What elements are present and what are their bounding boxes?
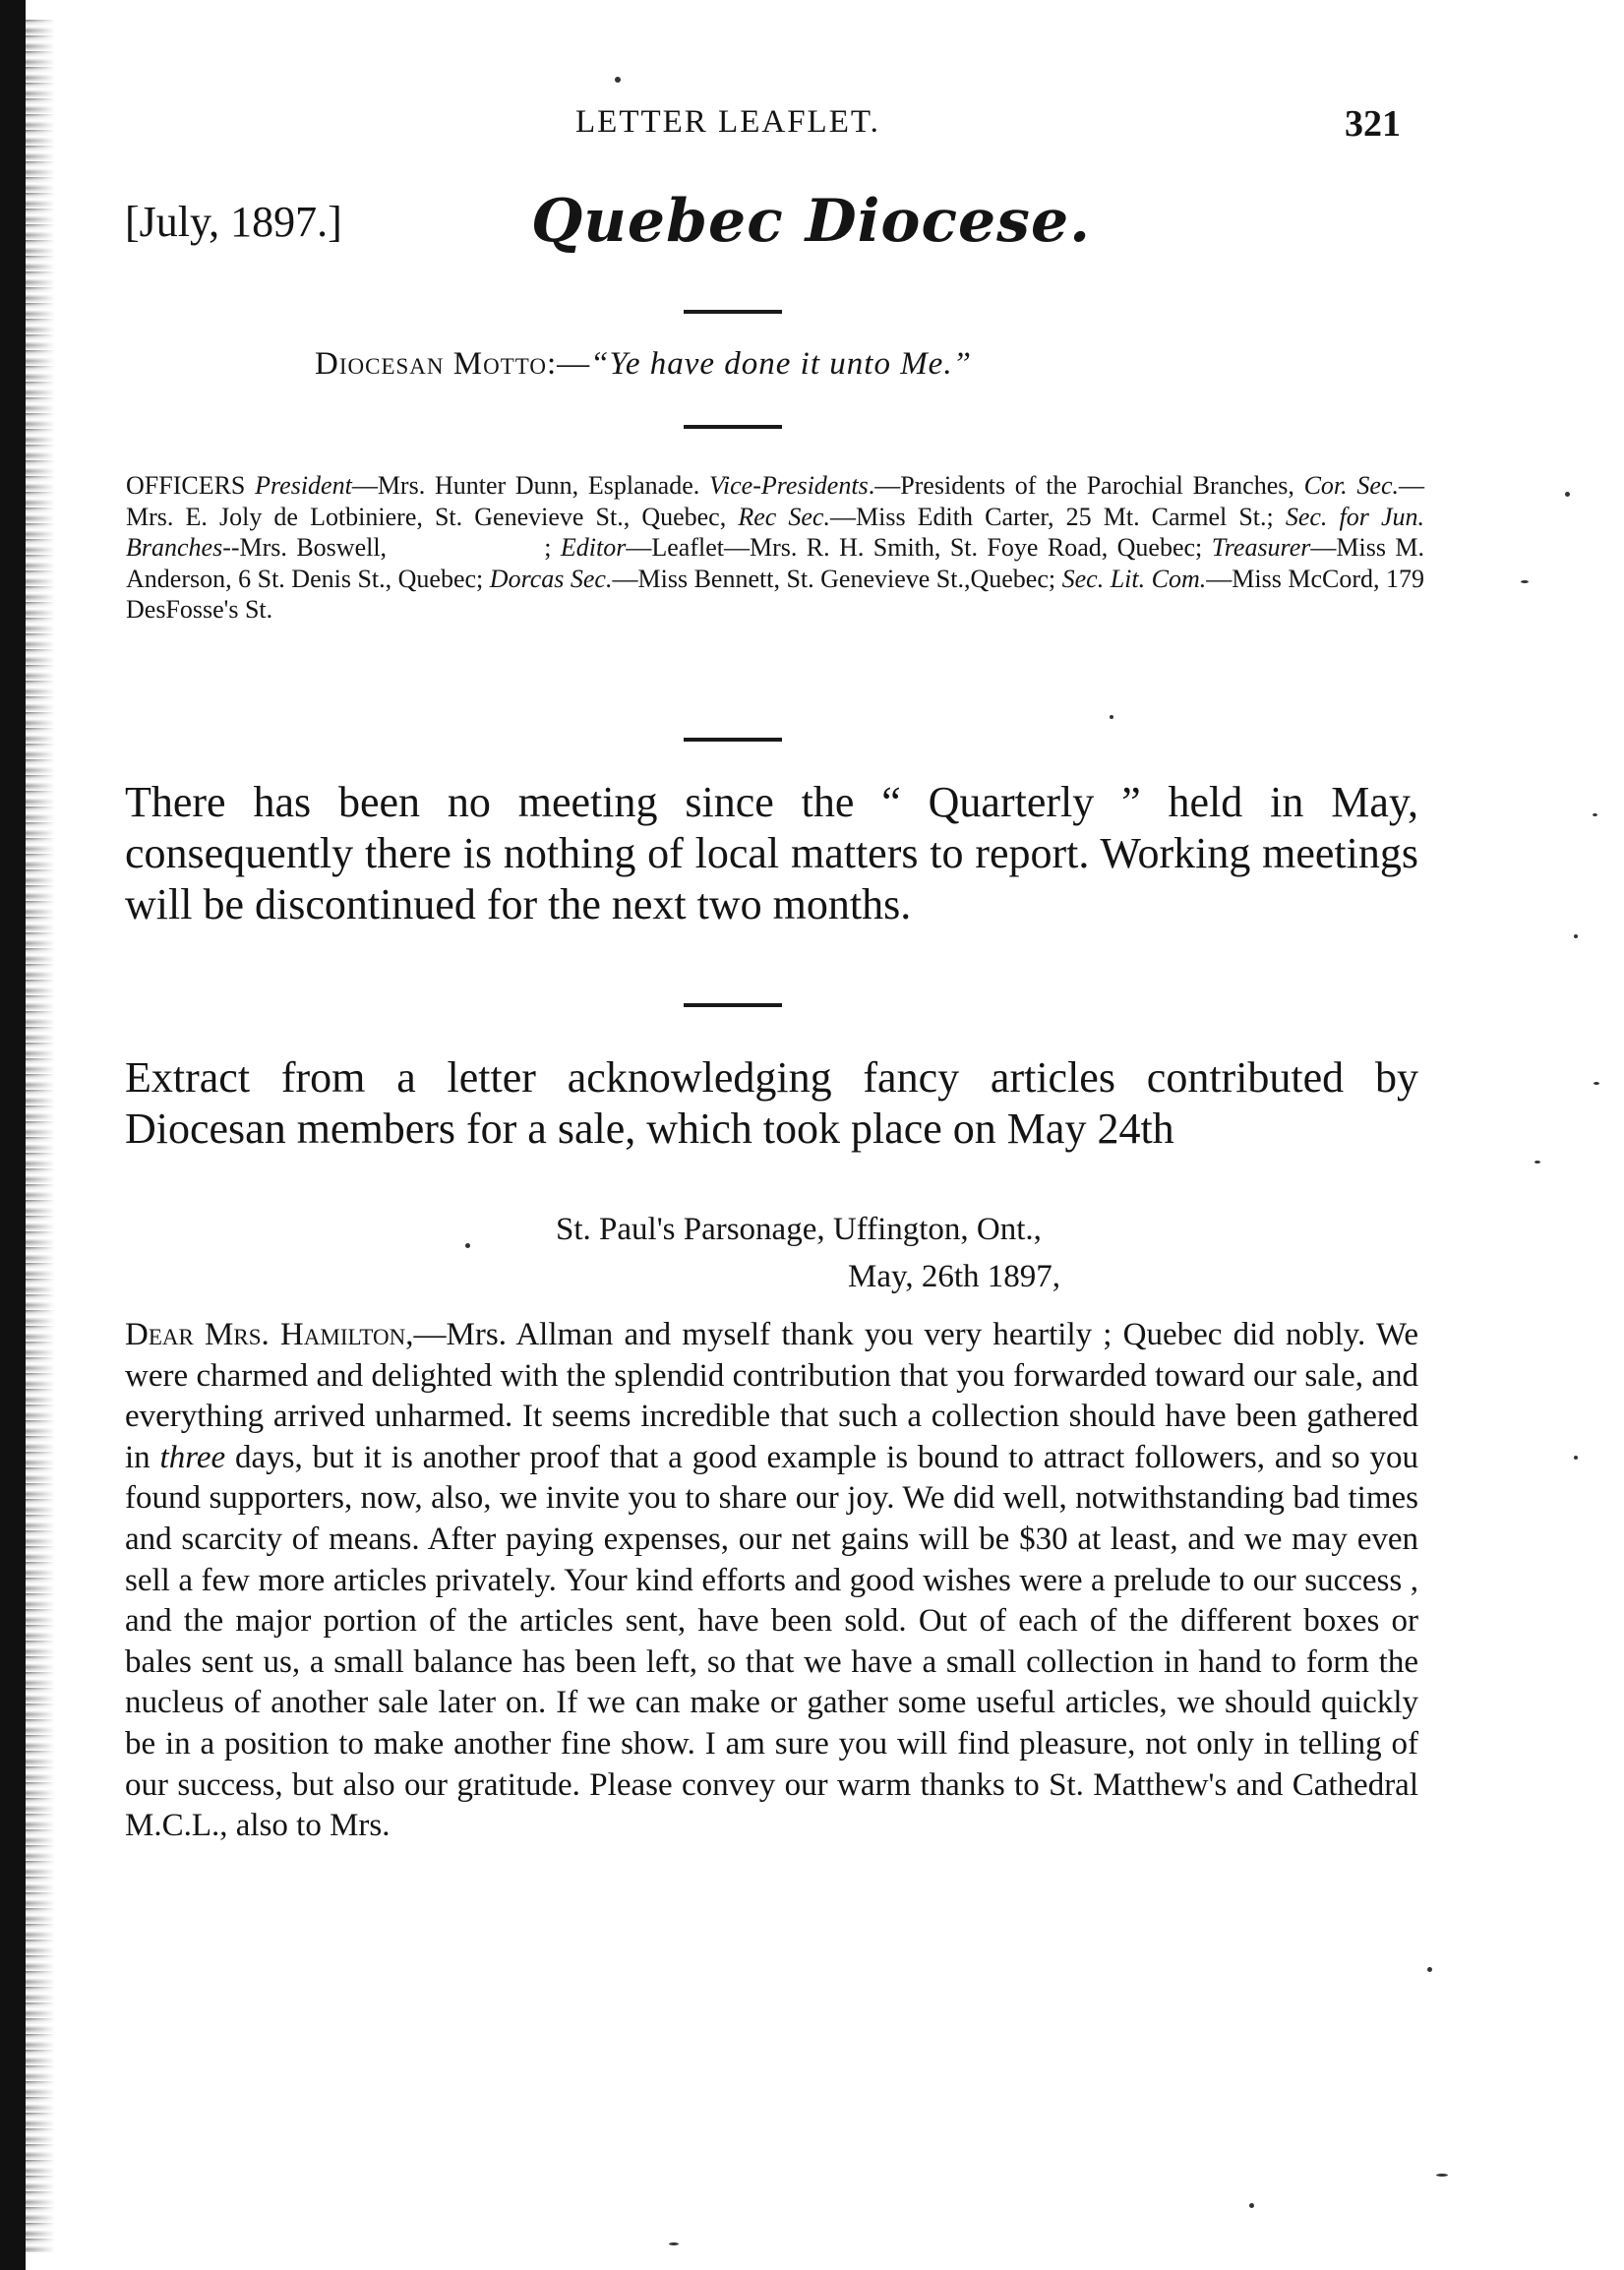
page-title: Quebec Diocese. (531, 187, 1092, 256)
rec-sec-label: Rec Sec. (738, 502, 830, 531)
jun-sec-label: Sec. for Jun. Branches (126, 502, 1425, 562)
scan-speck (1436, 2174, 1448, 2177)
lit-com-value: —Miss McCord, 179 DesFosse's St. (126, 564, 1424, 624)
scan-speck (1521, 580, 1529, 583)
extract-intro-paragraph: Extract from a letter acknowledging fancy articles contributed by Diocesan members for a sale, which took place on May 24th (125, 1053, 1418, 1153)
scan-speck (669, 2242, 679, 2245)
divider-rule (684, 738, 782, 742)
scan-speck (1574, 1456, 1578, 1460)
jun-sec-value: --Mrs. Boswell, (222, 533, 388, 562)
letter-body-emphasis: three (159, 1439, 226, 1475)
letter-salutation: Dear Mrs. Hamilton, (125, 1317, 414, 1352)
scan-speck (615, 77, 621, 83)
vice-president-value: .—Presidents of the Parochial Branches, (868, 471, 1294, 500)
scan-binding-shadow (0, 0, 26, 2270)
motto-quote: “Ye have done it unto Me.” (590, 346, 972, 382)
diocesan-motto (315, 346, 972, 383)
motto-separator: :— (547, 346, 591, 382)
officers-heading: OFFICERS (126, 471, 246, 500)
scan-speck (1534, 1161, 1540, 1164)
no-meeting-paragraph: There has been no meeting since the “ Quarterly ” held in May, consequently there is nothing of local matters to report. Working meetings will be discontinued for the next two months. (125, 778, 1418, 928)
scan-speck (465, 1243, 470, 1248)
rec-sec-value: —Miss Edith Carter, 25 Mt. Carmel St.; (829, 502, 1274, 531)
cor-sec-value: —Mrs. E. Joly de Lotbiniere, St. Genevieve St., Quebec, (126, 471, 1424, 531)
running-head: LETTER LEAFLET. (575, 104, 880, 140)
cor-sec-label: Cor. Sec. (1303, 471, 1399, 500)
letter-date: May, 26th 1897, (848, 1259, 1061, 1294)
scan-speck (1110, 715, 1113, 719)
editor-value: —Leaflet—Mrs. R. H. Smith, St. Foye Road, Quebec; (626, 533, 1203, 562)
letter-body-text-2: days, but it is another proof that a good example is bound to attract followers, and so you found supporters, now, also, we invite you to share our joy. We did well, notwithstanding bad times and scarcity of means. After paying expenses, our net gains will be $30 at least, and we may even sell a few more articles privately. Your kind efforts and good wishes were a prelude to our success , and the major portion of the articles sent, have been sold. Out of each of the different boxes or bales sent us, a small balance has been left, so that we have a small collection in hand to form the nucleus of another sale later on. If we can make or gather some useful articles, we should quickly be in a position to make another fine show. I am sure you will find pleasure, not only in telling of our success, but also our gratitude. Please convey our warm thanks to St. Matthew's and Cathedral M.C.L., also to Mrs. (125, 1439, 1419, 1844)
treasurer-label: Treasurer (1211, 533, 1311, 562)
letter-body (125, 1315, 1418, 1847)
motto-label: Diocesan Motto (315, 346, 547, 382)
dorcas-sec-value: —Miss Bennett, St. Genevieve St.,Quebec; (612, 564, 1056, 593)
president-value: —Mrs. Hunter Dunn, Esplanade. (351, 471, 700, 500)
divider-rule (684, 310, 782, 314)
issue-date: [July, 1897.] (125, 198, 342, 246)
letter-body-text-1: —Mrs. Allman and myself thank you very heartily ; Quebec did nobly. We were charmed and delighted with the splendid contribution that you forwarded toward our sale, and everything arrived unharmed. It seems incredible that such a collection should have been gathered in (125, 1317, 1418, 1475)
scan-speck (1249, 2203, 1254, 2208)
letter-address: St. Paul's Parsonage, Uffington, Ont., (556, 1212, 1042, 1247)
lit-com-label: Sec. Lit. Com. (1061, 564, 1207, 593)
divider-rule (684, 425, 782, 429)
scan-speck (1427, 1967, 1432, 1972)
divider-rule (684, 1003, 782, 1007)
scan-binding-fringe (26, 20, 55, 2252)
scan-speck (1593, 813, 1597, 816)
officers-list: OFFICERS President—Mrs. Hunter Dunn, Esplanade. Vice-Presidents.—Presidents of the Parochial Branches, Cor. Sec.—Mrs. E. Joly de Lotbiniere, St. Genevieve St., Quebec, Rec Sec.—Miss Edith Carter, 25 Mt. Carmel St.; Sec. for Jun. Branches--Mrs. Boswell, ; Editor—Leaflet—Mrs. R. H. Smith, St. Foye Road, Quebec; Treasurer—Miss M. Anderson, 6 St. Denis St., Quebec; Dorcas Sec.—Miss Bennett, St. Genevieve St.,Quebec; Sec. Lit. Com.—Miss McCord, 179 DesFosse's St. (126, 471, 1425, 624)
scan-speck (1565, 492, 1570, 497)
scan-speck (1574, 934, 1578, 938)
treasurer-value: —Miss M. Anderson, 6 St. Denis St., Quebec; (126, 533, 1424, 593)
vice-president-label: Vice-Presidents (708, 471, 869, 500)
scan-speck (1594, 1082, 1599, 1085)
president-label: President (255, 471, 352, 500)
editor-label: Editor (560, 533, 627, 562)
page-number: 321 (1345, 103, 1401, 145)
dorcas-sec-label: Dorcas Sec. (489, 564, 613, 593)
